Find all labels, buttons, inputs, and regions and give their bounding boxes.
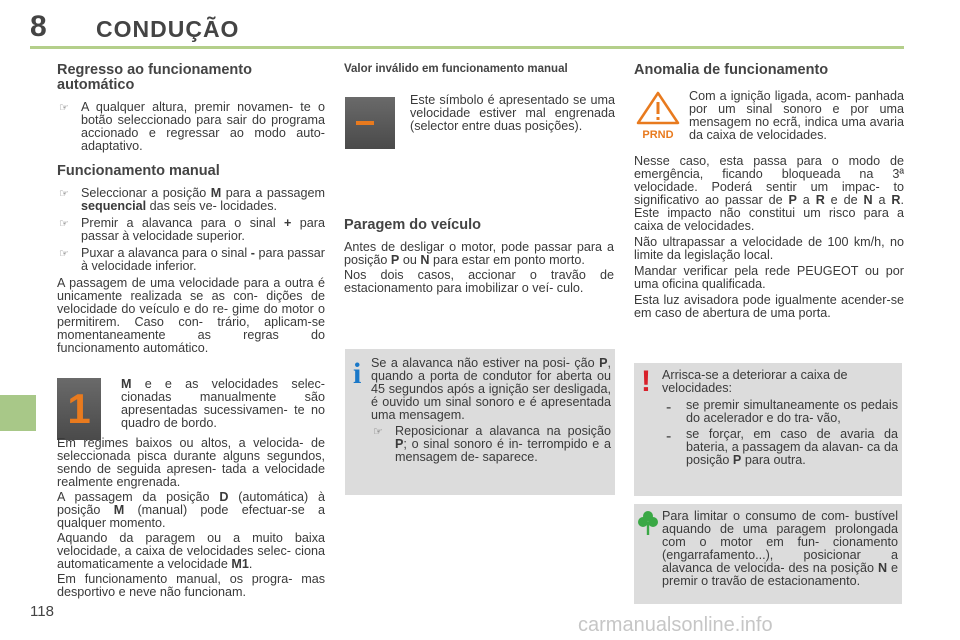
eco-leaf-icon	[638, 510, 658, 541]
info-icon: i	[353, 357, 362, 390]
paragraph: Em funcionamento manual, os progra- mas desportivo e neve não funcionam.	[57, 572, 325, 599]
paragraph: Nesse caso, esta passa para o modo de emergência, ficando bloqueada na 3ª velocidade. Poderá sentir um impac- to significativo ao passar de P a R e de N a R. Este impacto não constitui um risco para a caixa de velocidades.	[634, 154, 904, 233]
anomaly-paragraphs	[634, 155, 904, 320]
arrow-bullet-icon: ☞	[59, 218, 69, 230]
paragraph: A passagem de uma velocidade para a outra é unicamente realizada se as con- dições de velocidade do veículo e do re- gime do motor o permitirem. Caso con- trário, aplicam-se momentaneamente as regras do funcionamento automático.	[57, 276, 325, 355]
chapter-title: CONDUÇÃO	[96, 16, 240, 42]
invalid-value-title: Valor inválido em funcionamento manual	[344, 63, 568, 75]
header-rule	[30, 46, 904, 49]
bullet-item	[371, 425, 611, 464]
invalid-value-description: Este símbolo é apresentado se uma velocidade estiver mal engrenada (selector entre duas posições).	[410, 93, 615, 133]
paragraph: Nos dois casos, accionar o travão de estacionamento para imobilizar o veí- culo.	[344, 268, 614, 295]
paragraph: Não ultrapassar a velocidade de 100 km/h, no limite da legislação local.	[634, 235, 904, 262]
section-title: Regresso ao funcionamento automático	[57, 62, 252, 93]
warning-exclamation-icon: !	[641, 365, 651, 398]
bullet-item	[57, 187, 325, 213]
chapter-number: 8	[30, 10, 47, 43]
info-text: Se a alavanca não estiver na posi- ção P, quando a porta de condutor for aberta ou 45 segundos após a ignição ser desligada, é ouvido um sinal sonoro e é apresentada uma mensagem.	[371, 356, 611, 422]
section-title: Paragem do veículo	[344, 217, 481, 233]
bullet-item	[57, 247, 325, 273]
section-anomaly-title: Anomalia de funcionamento	[634, 62, 829, 78]
dash-text: se premir simultaneamente os pedais do acelerador e do tra- vão,	[686, 398, 898, 425]
gear-one-icon: 1	[57, 378, 101, 440]
paragraph: Esta luz avisadora pode igualmente acender-se em caso de abertura de uma porta.	[634, 293, 904, 320]
section-return-auto	[57, 63, 325, 157]
paragraph: Antes de desligar o motor, pode passar para a posição P ou N para estar em ponto morto.	[344, 240, 614, 267]
warning-box	[634, 363, 902, 496]
page-number: 118	[30, 603, 54, 620]
eco-text: Para limitar o consumo de com- bustível aquando de uma paragem prolongada com o motor em fun- cionamento (engarrafamento...), posicionar a alavanca de velocida- des na posição N e premir o travão de estacionamento.	[662, 509, 898, 588]
bullet-item	[57, 217, 325, 243]
bullet-text: A qualquer altura, premir novamen- te o botão seleccionado para sair do programa accionado e regressar ao modo auto-adaptativo.	[81, 100, 325, 153]
bullet-item	[57, 101, 325, 153]
dash-item: - se forçar, em caso de avaria da bateria, a passagem da alavan- ca da posição P para outra.	[666, 427, 898, 467]
dash-text: se forçar, em caso de avaria da bateria, a passagem da alavan- ca da posição P para outra.	[686, 427, 898, 467]
gear-minus-icon	[345, 97, 395, 149]
prnd-warning-icon: PRND	[634, 91, 682, 137]
paragraph: Em regimes baixos ou altos, a velocida- de seleccionada pisca durante alguns segundos, sendo de seguida apresen- tada a velocidade realmente engrenada.	[57, 436, 325, 489]
paragraph: Aquando da paragem ou a muito baixa velocidade, a caixa de velocidades selec- ciona automaticamente a velocidade M1.	[57, 531, 325, 571]
section-title: Funcionamento manual	[57, 163, 220, 179]
bullet-text: Seleccionar a posição M para a passagem sequencial das seis ve- locidades.	[81, 186, 325, 213]
info-box	[345, 349, 615, 495]
arrow-bullet-icon: ☞	[59, 248, 69, 260]
paragraph: A passagem da posição D (automática) à posição M (manual) pode efectuar-se a qualquer momento.	[57, 490, 325, 530]
gear-icon-description: M e e as velocidades selec- cionadas manualmente são apresentadas sucessivamen- te no quadro de bordo.	[121, 377, 325, 430]
arrow-bullet-icon: ☞	[59, 188, 69, 200]
eco-tip-box	[634, 504, 902, 604]
bullet-text: Premir a alavanca para o sinal + para passar à velocidade superior.	[81, 216, 325, 243]
chapter-side-tab	[0, 395, 36, 431]
bullet-text: Puxar a alavanca para o sinal - para passar à velocidade inferior.	[81, 246, 325, 273]
arrow-bullet-icon: ☞	[373, 426, 383, 438]
manual-paragraphs	[57, 437, 325, 599]
anomaly-intro-text: Com a ignição ligada, acom- panhada por um sinal sonoro e por uma mensagem no ecrã, indica uma avaria da caixa de velocidades.	[689, 89, 904, 142]
dash-item: - se premir simultaneamente os pedais do acelerador e do tra- vão,	[666, 398, 898, 425]
section-manual	[57, 164, 325, 355]
bullet-text: Reposicionar a alavanca na posição P; o sinal sonoro é in- terrompido e a mensagem de- saparece.	[395, 424, 611, 464]
paragraph: Mandar verificar pela rede PEUGEOT ou por uma oficina qualificada.	[634, 264, 904, 291]
section-vehicle-stop	[344, 218, 614, 295]
watermark: carmanualsonline.info	[578, 614, 773, 636]
arrow-bullet-icon: ☞	[59, 102, 69, 114]
warning-text: Arrisca-se a deteriorar a caixa de velocidades:	[662, 368, 848, 395]
